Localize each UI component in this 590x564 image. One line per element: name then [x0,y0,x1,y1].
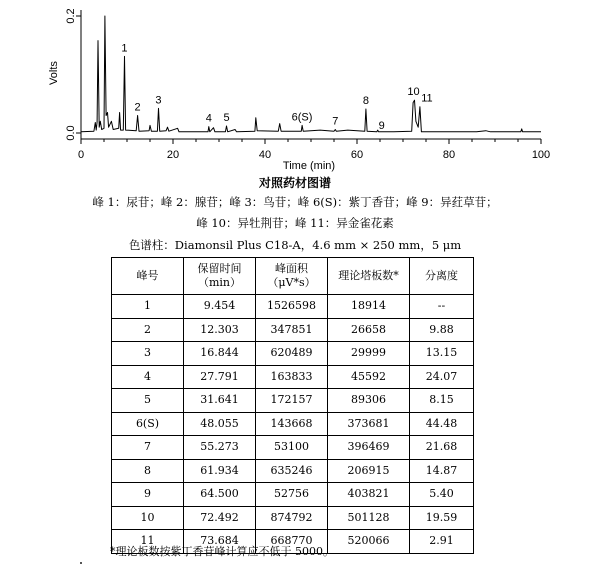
table-cell: 403821 [328,483,410,507]
table-cell: 4 [112,365,184,389]
peak-label: 4 [205,112,212,125]
table-cell: 11 [112,530,184,554]
table-cell: 5.40 [410,483,474,507]
table-cell: 24.07 [410,365,474,389]
y-tick-label: 0.0 [64,125,77,141]
table-cell: 31.641 [184,389,256,413]
table-row [112,389,474,413]
column-specification: 色谱柱：Diamonsil Plus C18-A，4.6 mm × 250 mm，5 μm [128,238,462,252]
peak-legend-line-1: 峰 1：尿苷；峰 2：腺苷；峰 3：鸟苷；峰 6(S)：紫丁香苷；峰 9：异荭草苷； [92,195,498,209]
table-cell: 635246 [256,459,328,483]
table-cell: 73.684 [184,530,256,554]
peak-label: 7 [332,115,339,128]
x-tick-label: 20 [166,149,180,161]
table-row [112,365,474,389]
table-header-cell: 峰面积 （μV*s） [256,258,328,295]
y-axis-label: Volts [48,61,60,85]
peak-label: 10 [407,86,420,99]
table-row [112,506,474,530]
table-cell: 2 [112,318,184,342]
table-cell: 9.454 [184,295,256,319]
peak-label: 6(S) [291,111,313,124]
table-cell: 72.492 [184,506,256,530]
table-row [112,436,474,460]
x-tick-label: 60 [350,149,364,161]
table-cell: 5 [112,389,184,413]
table-cell: 143668 [256,412,328,436]
table-cell: 19.59 [410,506,474,530]
table-header-cell: 峰号 [112,258,184,295]
table-cell: 6(S) [112,412,184,436]
table-cell: 1 [112,295,184,319]
table-cell: 520066 [328,530,410,554]
peak-label: 8 [362,95,369,108]
table-cell: 347851 [256,318,328,342]
table-cell: 373681 [328,412,410,436]
peak-results-table [111,257,474,554]
table-cell: 21.68 [410,436,474,460]
chromatogram-chart [0,0,590,172]
table-cell: 16.844 [184,342,256,366]
peak-label: 3 [155,94,162,107]
table-body [112,295,474,554]
table-row [112,459,474,483]
table-header-cell: 保留时间 （min） [184,258,256,295]
table-cell: 620489 [256,342,328,366]
table-cell: 396469 [328,436,410,460]
x-tick-label: 100 [531,149,551,161]
table-cell: 53100 [256,436,328,460]
table-header-cell: 理论塔板数* [328,258,410,295]
table-header-cell: 分离度 [410,258,474,295]
table-header-row [112,258,474,295]
table-cell: 61.934 [184,459,256,483]
table-cell: 163833 [256,365,328,389]
table-cell: 27.791 [184,365,256,389]
table-cell: 7 [112,436,184,460]
peak-label: 1 [121,42,128,55]
table-cell: 29999 [328,342,410,366]
table-row [112,342,474,366]
x-tick-label: 80 [442,149,456,161]
table-cell: 501128 [328,506,410,530]
table-cell: 52756 [256,483,328,507]
x-tick-label: 40 [258,149,272,161]
table-row [112,318,474,342]
table-cell: 172157 [256,389,328,413]
table-cell: 18914 [328,295,410,319]
figure-title: 对照药材图谱 [258,176,331,190]
x-tick-label: 0 [77,149,85,161]
table-cell: 12.303 [184,318,256,342]
chart-marks [121,42,432,132]
table-cell: 206915 [328,459,410,483]
table-cell: 9.88 [410,318,474,342]
table-cell: 3 [112,342,184,366]
table-cell: 44.48 [410,412,474,436]
table-cell: 55.273 [184,436,256,460]
table-cell: 10 [112,506,184,530]
table-cell: 8 [112,459,184,483]
table-cell: 9 [112,483,184,507]
peak-label: 11 [421,92,433,105]
table-row [112,295,474,319]
peak-legend-line-2: 峰 10：异牡荆苷；峰 11：异金雀花素 [196,216,394,230]
table-cell: 2.91 [410,530,474,554]
table-row [112,483,474,507]
table-cell: 14.87 [410,459,474,483]
table-cell: 668770 [256,530,328,554]
table-footnote: *理论板数按紫丁香苷峰计算应不低于 5000。 [110,545,334,558]
table-cell: 13.15 [410,342,474,366]
peak-label: 2 [134,101,141,114]
table-cell: 26658 [328,318,410,342]
table-cell: 48.055 [184,412,256,436]
table-cell: 874792 [256,506,328,530]
table-row [112,412,474,436]
chart-axes [48,8,550,172]
table-cell: 89306 [328,389,410,413]
table-cell: -- [410,295,474,319]
peak-label: 9 [378,120,385,133]
peak-label: 5 [223,111,230,124]
table-cell: 45592 [328,365,410,389]
table-cell: 1526598 [256,295,328,319]
x-axis-label: Time (min) [282,160,336,172]
table-cell: 64.500 [184,483,256,507]
table-cell: 8.15 [410,389,474,413]
y-tick-label: 0.2 [64,8,77,24]
